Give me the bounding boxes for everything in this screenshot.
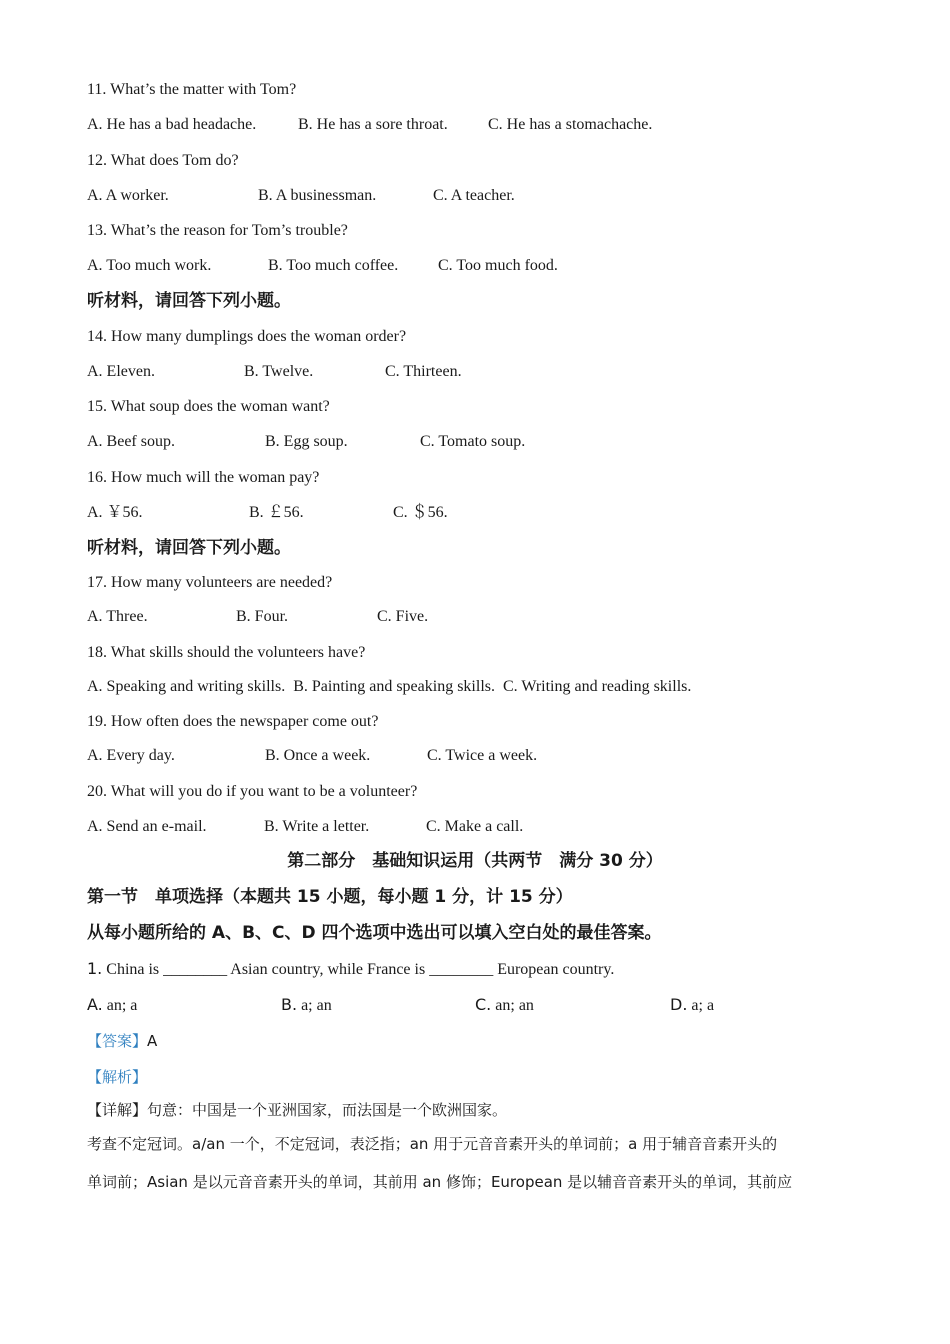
option-c: C. ＄56. <box>393 504 448 521</box>
option-a: A. Too much work. <box>87 257 212 274</box>
listening-instruction-1: 听材料，请回答下列小题。 <box>87 291 291 311</box>
question-14: 14. How many dumplings does the woman order? <box>87 328 407 345</box>
option-a: A. He has a bad headache. <box>87 116 257 133</box>
part-two-title: 第二部分 基础知识运用（共两节 满分 30 分） <box>287 851 663 871</box>
option-a: A. Beef soup. <box>87 433 175 450</box>
option-b: B. A businessman. <box>258 187 377 204</box>
option-b: B. He has a sore throat. <box>298 116 448 133</box>
option-b: B. Twelve. <box>244 363 314 380</box>
option-b: B. ￡56. <box>249 504 304 521</box>
option-c: C. Make a call. <box>426 818 524 835</box>
question-13: 13. What’s the reason for Tom’s trouble? <box>87 222 348 239</box>
question-16: 16. How much will the woman pay? <box>87 469 320 486</box>
question-11: 11. What’s the matter with Tom? <box>87 81 297 98</box>
question-20: 20. What will you do if you want to be a volunteer? <box>87 783 418 800</box>
option-a: A. ￥56. <box>87 504 143 521</box>
option-c: C. A teacher. <box>433 187 515 204</box>
question-17: 17. How many volunteers are needed? <box>87 574 333 591</box>
option-c: C. Tomato soup. <box>420 433 526 450</box>
answer-value: A <box>147 1032 158 1050</box>
question-18: 18. What skills should the volunteers have? <box>87 644 366 661</box>
option-c: C. Twice a week. <box>427 747 538 764</box>
option-a: A. Eleven. <box>87 363 155 380</box>
option-c: C. Five. <box>377 608 429 625</box>
answer-label: 【答案】 <box>87 1032 148 1050</box>
question-number: 1. <box>87 959 103 978</box>
option-c: C. an; an <box>475 995 534 1014</box>
option-d: D. a; a <box>670 995 715 1014</box>
grammar-question-1 <box>87 959 614 980</box>
option-a: A. A worker. <box>87 187 169 204</box>
option-b: B. Egg soup. <box>265 433 348 450</box>
option-b: B. a; an <box>281 995 332 1014</box>
option-c: C. Thirteen. <box>385 363 462 380</box>
listening-instruction-2: 听材料，请回答下列小题。 <box>87 538 291 558</box>
analysis-label: 【解析】 <box>87 1068 148 1086</box>
option-b: B. Four. <box>236 608 289 625</box>
question-19: 19. How often does the newspaper come out? <box>87 713 379 730</box>
option-b: B. Once a week. <box>265 747 371 764</box>
question-12: 12. What does Tom do? <box>87 152 239 169</box>
explanation-line-2: 单词前；Asian 是以元音音素开头的单词，其前用 an 修饰；European 是以辅音音素开头的单词，其前应 <box>87 1173 793 1191</box>
question-15: 15. What soup does the woman want? <box>87 398 330 415</box>
detail-text: 【详解】句意：中国是一个亚洲国家，而法国是一个欧洲国家。 <box>87 1101 508 1119</box>
option-b: B. Write a letter. <box>264 818 370 835</box>
answer-line <box>87 1031 157 1051</box>
option-a: A. Send an e-mail. <box>87 818 207 835</box>
section-instruction: 从每小题所给的 A、B、C、D 四个选项中选出可以填入空白处的最佳答案。 <box>87 923 662 943</box>
question-18-options: A. Speaking and writing skills. B. Painting and speaking skills. C. Writing and reading skills. <box>87 678 692 695</box>
option-c: C. He has a stomachache. <box>488 116 653 133</box>
option-b: B. Too much coffee. <box>268 257 399 274</box>
question-stem: China is ________ Asian country, while France is ________ European country. <box>106 961 615 978</box>
option-a: A. Three. <box>87 608 148 625</box>
explanation-line-1: 考查不定冠词。a/an 一个，不定冠词，表泛指；an 用于元音音素开头的单词前；a 用于辅音音素开头的 <box>87 1135 778 1153</box>
option-a: A. Every day. <box>87 747 175 764</box>
option-c: C. Too much food. <box>438 257 558 274</box>
option-a: A. an; a <box>87 995 138 1014</box>
section-one-title: 第一节 单项选择（本题共 15 小题，每小题 1 分，计 15 分） <box>87 887 573 907</box>
